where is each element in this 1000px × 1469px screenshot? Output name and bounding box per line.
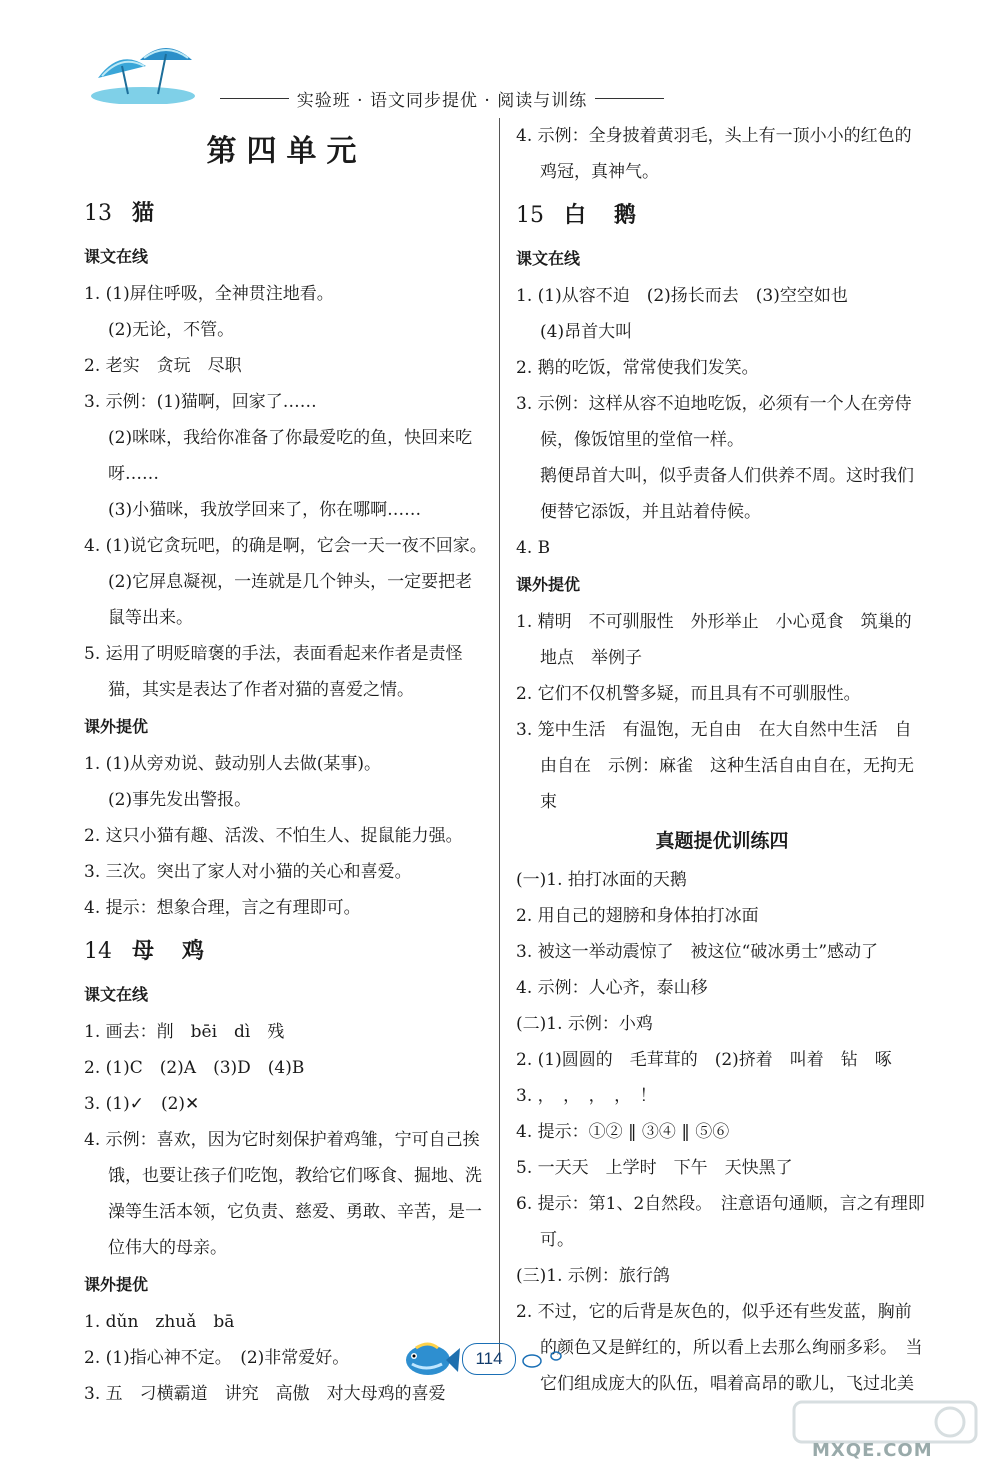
answer-item: 3. 示例：(1)猫啊，回家了…… — [84, 392, 317, 412]
answer-continuation: (3)小猫咪，我放学回来了，你在哪啊…… — [108, 500, 422, 520]
lesson-number: 13 — [84, 201, 112, 226]
answer-item: 3. 示例：这样从容不迫地吃饭，必须有一个人在旁侍候，像饭馆里的堂倌一样。 — [516, 394, 912, 450]
answer-item: 3. ， ， ， ， ！ — [516, 1086, 657, 1106]
header-rule-left — [220, 98, 289, 99]
section-heading: 课外提优 — [516, 575, 581, 594]
lesson-title: 白鹅 — [564, 203, 665, 228]
fish-icon — [398, 1338, 460, 1380]
lesson-heading — [84, 190, 489, 238]
answer-item: 4. 示例：喜欢，因为它时刻保护着鸡雏，宁可自己挨饿，也要让孩子们吃饱，教给它们啄食、掘地、洗澡等生活本领，它负责、慈爱、勇敢、辛苦，是一位伟大的母亲。 — [84, 1130, 482, 1258]
answer-item: 3. (1)✓ (2)✕ — [84, 1094, 200, 1114]
answer-continuation: (2)它屏息凝视，一连就是几个钟头，一定要把老鼠等出来。 — [108, 572, 473, 628]
left-content — [84, 190, 489, 1412]
answer-item: 4. 示例：人心齐，泰山移 — [516, 978, 708, 998]
lesson-number: 14 — [84, 939, 112, 964]
answer-item: 2. (1)圆圆的 毛茸茸的 (2)挤着 叫着 钻 啄 — [516, 1050, 892, 1070]
unit-title: 第四单元 — [206, 134, 367, 169]
answer-item: 2. 用自己的翅膀和身体拍打冰面 — [516, 906, 759, 926]
answer-item: 5. 运用了明贬暗褒的手法，表面看起来作者是责怪猫，其实是表达了作者对猫的喜爱之情。 — [84, 644, 463, 700]
answer-item: 3. 五 刁横霸道 讲究 高傲 对大母鸡的喜爱 — [84, 1384, 446, 1404]
answer-item: 1. dǔn zhuǎ bā — [84, 1312, 235, 1332]
answer-item: 2. (1)C (2)A (3)D (4)B — [84, 1058, 305, 1078]
answer-item: 4. 示例：全身披着黄羽毛，头上有一顶小小的红色的鸡冠，真神气。 — [516, 126, 912, 182]
answer-continuation: 鹅便昂首大叫，似乎责备人们供养不周。这时我们便替它添饭，并且站着侍候。 — [540, 466, 914, 522]
answer-item: 3. 被这一举动震惊了 被这位“破冰勇士”感动了 — [516, 942, 879, 962]
lesson-title: 猫 — [132, 201, 183, 226]
running-header — [212, 86, 672, 110]
header-title: 实验班 · 语文同步提优 · 阅读与训练 — [296, 90, 588, 111]
lesson-heading — [84, 928, 489, 976]
answer-item: 1. (1)屏住呼吸，全神贯注地看。 — [84, 284, 334, 304]
answer-item: 3. 三次。突出了家人对小猫的关心和喜爱。 — [84, 862, 412, 882]
answer-item: 1. (1)从容不迫 (2)扬长而去 (3)空空如也 — [516, 286, 848, 306]
section-heading: 课外提优 — [84, 717, 149, 736]
answer-item: 2. 鹅的吃饭，常常使我们发笑。 — [516, 358, 759, 378]
section-heading: 课文在线 — [84, 985, 149, 1004]
column-divider — [499, 118, 500, 1358]
answer-item: (二)1. 示例：小鸡 — [516, 1014, 653, 1034]
section-heading: 课文在线 — [84, 247, 149, 266]
answer-item: 4. (1)说它贪玩吧，的确是啊，它会一天一夜不回家。 — [84, 536, 487, 556]
answer-item: 1. 画去：削 bēi dì 残 — [84, 1022, 285, 1042]
section-heading: 课外提优 — [84, 1275, 149, 1294]
answer-item: 4. 提示：①② ‖ ③④ ‖ ⑤⑥ — [516, 1122, 730, 1142]
answer-item: 2. 老实 贪玩 尽职 — [84, 356, 242, 376]
answer-continuation: (2)事先发出警报。 — [108, 790, 252, 810]
answer-item: (一)1. 拍打冰面的天鹅 — [516, 870, 687, 890]
watermark-url: MXQE.COM — [812, 1440, 933, 1461]
beach-umbrella-logo — [88, 38, 198, 104]
lesson-number: 15 — [516, 203, 544, 228]
answer-item: 4. 提示：想象合理，言之有理即可。 — [84, 898, 361, 918]
left-column — [84, 118, 489, 1412]
answer-item: 1. (1)从旁劝说、鼓动别人去做(某事)。 — [84, 754, 381, 774]
answer-continuation: (4)昂首大叫 — [540, 322, 633, 342]
answer-continuation: (2)咪咪，我给你准备了你最爱吃的鱼，快回来吃呀…… — [108, 428, 473, 484]
answer-continuation: (2)无论，不管。 — [108, 320, 235, 340]
section-heading: 课文在线 — [516, 249, 581, 268]
right-column — [516, 118, 928, 1402]
lesson-title: 母鸡 — [132, 939, 233, 964]
bubbles-icon — [520, 1348, 566, 1370]
page-number: 114 — [462, 1343, 516, 1375]
answer-item: 1. 精明 不可驯服性 外形举止 小心觅食 筑巢的地点 举例子 — [516, 612, 912, 668]
exam-section-title: 真题提优训练四 — [655, 830, 789, 852]
answer-item: 3. 笼中生活 有温饱，无自由 在大自然中生活 自由自在 示例：麻雀 这种生活自由自在，无拘无束 — [516, 720, 914, 812]
answer-item: 4. B — [516, 538, 551, 558]
answer-item: 2. (1)指心神不定。 (2)非常爱好。 — [84, 1348, 350, 1368]
answer-item: 2. 不过，它的后背是灰色的，似乎还有些发蓝，胸前的颜色又是鲜红的，所以看上去那么绚丽多彩。 当它们组成庞大的队伍，唱着高昂的歌儿，飞过北美 — [516, 1302, 923, 1394]
header-rule-right — [595, 98, 664, 99]
answer-item: 6. 提示：第1、2自然段。 注意语句通顺，言之有理即可。 — [516, 1194, 925, 1250]
answer-item: (三)1. 示例：旅行鸽 — [516, 1266, 670, 1286]
answer-item: 5. 一天天 上学时 下午 天快黑了 — [516, 1158, 793, 1178]
answer-item: 2. 这只小猫有趣、活泼、不怕生人、捉鼠能力强。 — [84, 826, 463, 846]
lesson-heading — [516, 192, 928, 240]
answer-item: 2. 它们不仅机警多疑，而且具有不可驯服性。 — [516, 684, 861, 704]
right-content — [516, 118, 928, 1402]
